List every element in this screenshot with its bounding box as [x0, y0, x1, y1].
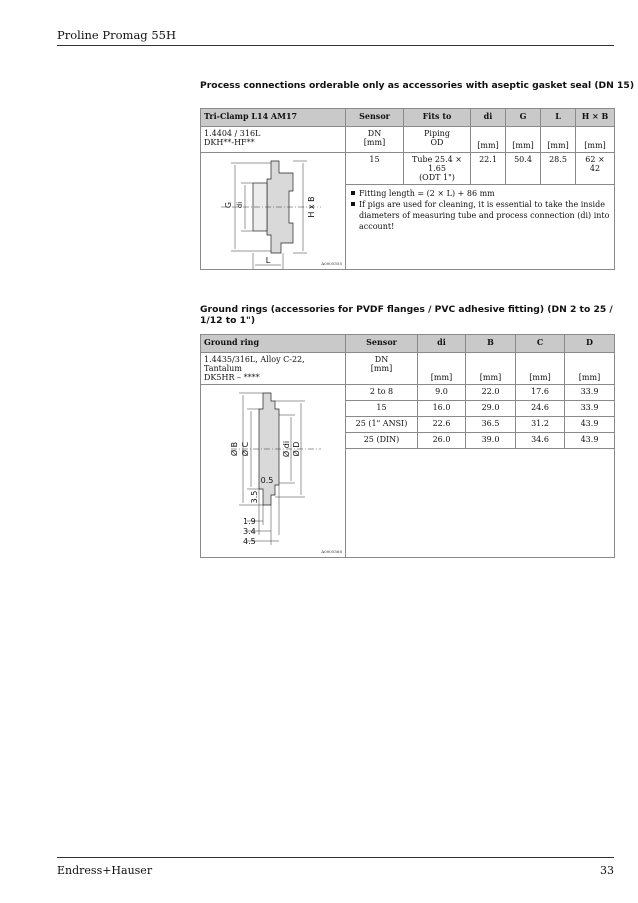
label-l: L [265, 256, 271, 265]
table-cell: 43.9 [565, 433, 615, 449]
material-cell [201, 353, 346, 385]
label-4-5: 4.5 [243, 537, 256, 546]
table-cell: [mm] [471, 127, 506, 153]
material-line: 1.4404 / 316L [204, 129, 261, 138]
triclamp-figure-cell [201, 153, 346, 270]
ground-ring-figure-cell [201, 385, 346, 558]
label-di: di [236, 201, 244, 209]
table-cell: 22.0 [466, 385, 516, 401]
table-cell: 25 (1" ANSI) [346, 417, 418, 433]
order-code: DK5HR – **** [204, 373, 260, 382]
label-odi: Ø di [282, 440, 291, 458]
col-header: Sensor [346, 335, 418, 353]
table-header-row [201, 335, 615, 353]
table-cell: DN [mm] [346, 127, 404, 153]
table-cell: 25 (DIN) [346, 433, 418, 449]
section1-title: Process connections orderable only as accessories with aseptic gasket seal (DN 15) [200, 80, 635, 91]
material-cell [201, 127, 346, 153]
order-code: DKH**-HF** [204, 138, 255, 147]
table-cell: 9.0 [418, 385, 466, 401]
label-hxb: H x B [307, 196, 316, 218]
label-od: Ø D [292, 441, 301, 457]
figure-id: A0005568 [321, 549, 342, 554]
triclamp-drawing [201, 153, 346, 271]
ground-ring-drawing [201, 385, 346, 559]
table-row [201, 127, 615, 153]
notes-cell [346, 185, 615, 270]
col-header: H × B [576, 109, 615, 127]
notes-list [350, 188, 610, 232]
table-cell: [mm] [516, 353, 565, 385]
table-cell: 24.6 [516, 401, 565, 417]
table-cell: 39.0 [466, 433, 516, 449]
label-oc: Ø C [241, 441, 250, 457]
table-cell: 15 [346, 153, 404, 185]
note-item: If pigs are used for cleaning, it is essential to take the inside diameters of measuring tube and process connection (di) into account! [350, 199, 610, 232]
table-cell: Piping OD [404, 127, 471, 153]
footer-rule [57, 857, 614, 858]
running-header: Proline Promag 55H [57, 28, 176, 42]
table-cell: 17.6 [516, 385, 565, 401]
table-cell: 33.9 [565, 401, 615, 417]
col-header: L [541, 109, 576, 127]
table-cell: [mm] [576, 127, 615, 153]
table-cell: 62 × 42 [576, 153, 615, 185]
col-header: Sensor [346, 109, 404, 127]
table-cell: 28.5 [541, 153, 576, 185]
header-rule [57, 45, 614, 46]
table-cell: [mm] [565, 353, 615, 385]
table-cell: Tube 25.4 × 1.65 (ODT 1") [404, 153, 471, 185]
table-cell: DN [mm] [346, 353, 418, 385]
table-cell: 16.0 [418, 401, 466, 417]
table-cell: [mm] [466, 353, 516, 385]
table-cell: 26.0 [418, 433, 466, 449]
table-cell: [mm] [541, 127, 576, 153]
table-header-row [201, 109, 615, 127]
page-number: 33 [600, 864, 614, 877]
ground-ring-table [200, 334, 615, 558]
table-cell: [mm] [506, 127, 541, 153]
col-header: Ground ring [201, 335, 346, 353]
table-cell: 31.2 [516, 417, 565, 433]
note-item: Fitting length = (2 × L) + 86 mm [350, 188, 610, 199]
col-header: di [471, 109, 506, 127]
table-cell: 15 [346, 401, 418, 417]
table-cell: 43.9 [565, 417, 615, 433]
col-header: Fits to [404, 109, 471, 127]
table-cell: 22.6 [418, 417, 466, 433]
table-cell: 36.5 [466, 417, 516, 433]
table-row [201, 153, 615, 185]
table-cell: 22.1 [471, 153, 506, 185]
footer-company: Endress+Hauser [57, 864, 153, 877]
label-0-5: 0.5 [260, 476, 274, 485]
label-1-9: 1.9 [243, 517, 256, 526]
label-g: G [224, 201, 233, 209]
label-3-4: 3.4 [243, 527, 256, 536]
col-header: D [565, 335, 615, 353]
col-header: di [418, 335, 466, 353]
section2-title: Ground rings (accessories for PVDF flanges / PVC adhesive fitting) (DN 2 to 25 / 1/12 to 1") [200, 304, 613, 326]
table-cell: 2 to 8 [346, 385, 418, 401]
col-header: C [516, 335, 565, 353]
col-header: G [506, 109, 541, 127]
figure-id: A0005555 [321, 261, 342, 266]
table-row [201, 385, 615, 401]
triclamp-table [200, 108, 615, 270]
table-cell: 34.6 [516, 433, 565, 449]
label-ob: Ø B [230, 441, 239, 457]
table-row [201, 353, 615, 385]
table-cell: 33.9 [565, 385, 615, 401]
label-3-5: 3.5 [250, 490, 259, 504]
table-cell: [mm] [418, 353, 466, 385]
table-cell: 50.4 [506, 153, 541, 185]
empty-cell [346, 449, 615, 558]
col-header: Tri-Clamp L14 AM17 [201, 109, 346, 127]
table-cell: 29.0 [466, 401, 516, 417]
material-line: 1.4435/316L, Alloy C-22, Tantalum [204, 355, 305, 373]
col-header: B [466, 335, 516, 353]
